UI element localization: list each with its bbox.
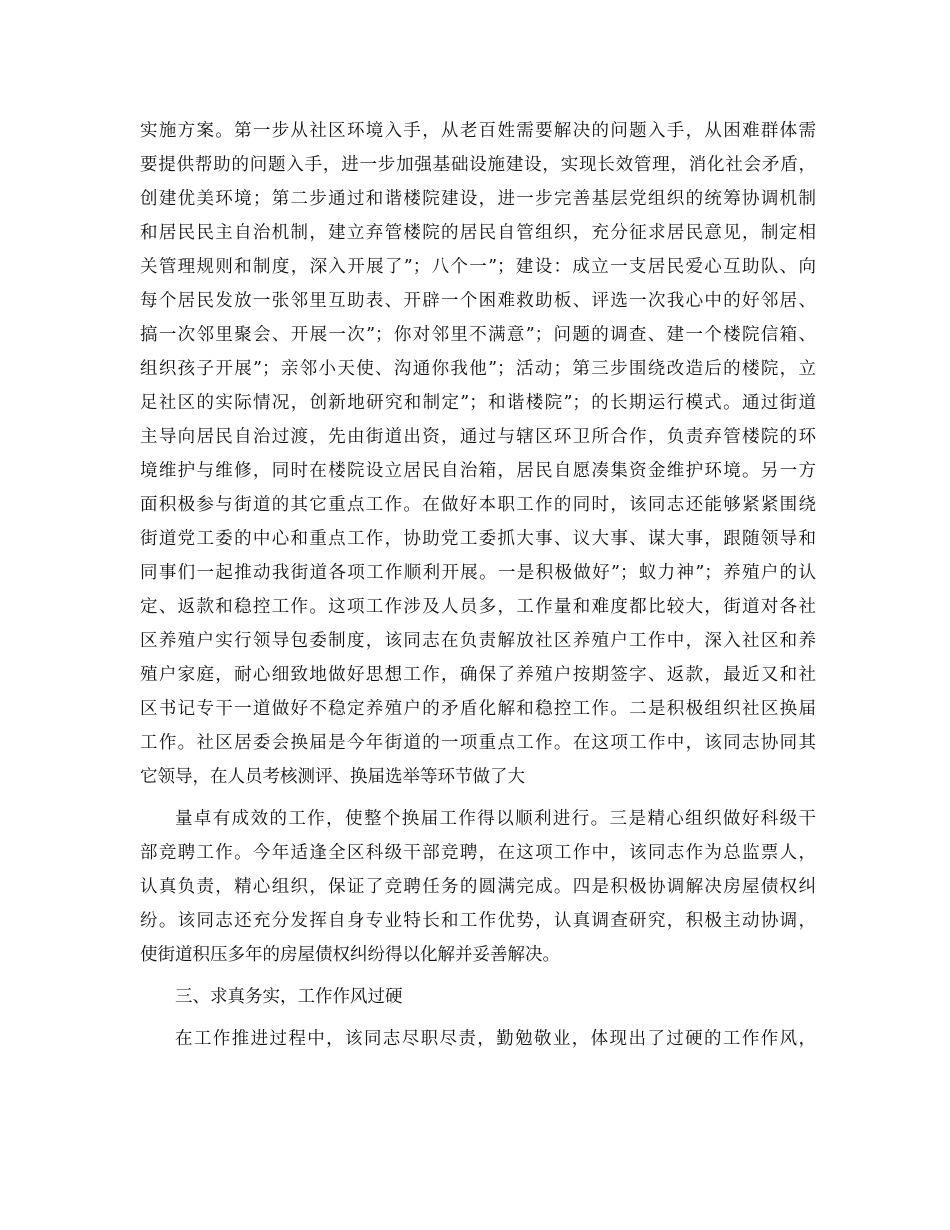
text-line: 部竞聘工作。今年适逢全区科级干部竞聘，在这项工作中，该同志作为总监票人， — [140, 843, 816, 863]
text-line: 创建优美环境；第二步通过和谐楼院建设，进一步完善基层党组织的统筹协调机制 — [140, 189, 816, 209]
text-line: 区养殖户实行领导包委制度，该同志在负责解放社区养殖户工作中，深入社区和养 — [140, 631, 816, 651]
text-line: 主导向居民自治过渡，先由街道出资，通过与辖区环卫所合作，负责弃管楼院的环 — [140, 427, 816, 447]
document-body — [140, 114, 816, 1056]
paragraph-gap — [140, 1014, 816, 1022]
text-line: 搞一次邻里聚会、开展一次”；你对邻里不满意”；问题的调查、建一个楼院信箱、 — [140, 325, 816, 345]
text-line: 区书记专干一道做好不稳定养殖户的矛盾化解和稳控工作。二是积极组织社区换届 — [140, 699, 816, 719]
section-heading: 三、求真务实，工作作风过硬 — [175, 987, 403, 1007]
text-line: 同事们一起推动我街道各项工作顺利开展。一是积极做好”；蚁力神”；养殖户的认 — [140, 563, 816, 583]
text-line: 定、返款和稳控工作。这项工作涉及人员多，工作量和难度都比较大，街道对各社 — [140, 597, 816, 617]
text-line: 殖户家庭，耐心细致地做好思想工作，确保了养殖户按期签字、返款，最近又和社 — [140, 665, 816, 685]
text-line: 实施方案。第一步从社区环境入手，从老百姓需要解决的问题入手，从困难群体需 — [140, 121, 816, 141]
text-line: 工作。社区居委会换届是今年街道的一项重点工作。在这项工作中，该同志协同其 — [140, 733, 816, 753]
text-line: 认真负责，精心组织，保证了竞聘任务的圆满完成。四是积极协调解决房屋债权纠 — [140, 877, 816, 897]
text-line: 使街道积压多年的房屋债权纠纷得以化解并妥善解决。 — [140, 945, 560, 965]
text-line: 组织孩子开展”；亲邻小天使、沟通你我他”；活动；第三步围绕改造后的楼院，立 — [140, 359, 816, 379]
text-line: 和居民民主自治机制，建立弃管楼院的居民自管组织，充分征求居民意见，制定相 — [140, 223, 816, 243]
text-line: 纷。该同志还充分发挥自身专业特长和工作优势，认真调查研究，积极主动协调， — [140, 911, 816, 931]
text-line: 境维护与维修，同时在楼院设立居民自治箱，居民自愿凑集资金维护环境。另一方 — [140, 461, 816, 481]
text-line: 它领导，在人员考核测评、换届选举等环节做了大 — [140, 767, 525, 787]
text-line: 要提供帮助的问题入手，进一步加强基础设施建设，实现长效管理，消化社会矛盾， — [140, 155, 816, 175]
text-line: 每个居民发放一张邻里互助表、开辟一个困难救助板、评选一次我心中的好邻居、 — [140, 291, 816, 311]
text-line: 关管理规则和制度，深入开展了”；八个一”；建设：成立一支居民爱心互助队、向 — [140, 257, 816, 277]
paragraph-work-results — [140, 802, 816, 972]
text-line: 在工作推进过程中，该同志尽职尽责，勤勉敬业，体现出了过硬的工作作风， — [175, 1029, 816, 1049]
paragraph-gap — [140, 972, 816, 980]
paragraph-work-style — [140, 1022, 816, 1056]
text-line: 量卓有成效的工作，使整个换届工作得以顺利进行。三是精心组织做好科级干 — [175, 809, 816, 829]
text-line: 面积极参与街道的其它重点工作。在做好本职工作的同时，该同志还能够紧紧围绕 — [140, 495, 816, 515]
paragraph-gap — [140, 794, 816, 802]
text-line: 街道党工委的中心和重点工作，协助党工委抓大事、议大事、谋大事，跟随领导和 — [140, 529, 816, 549]
text-line: 足社区的实际情况，创新地研究和制定”；和谐楼院”；的长期运行模式。通过街道 — [140, 393, 816, 413]
paragraph-community-plan — [140, 114, 816, 794]
